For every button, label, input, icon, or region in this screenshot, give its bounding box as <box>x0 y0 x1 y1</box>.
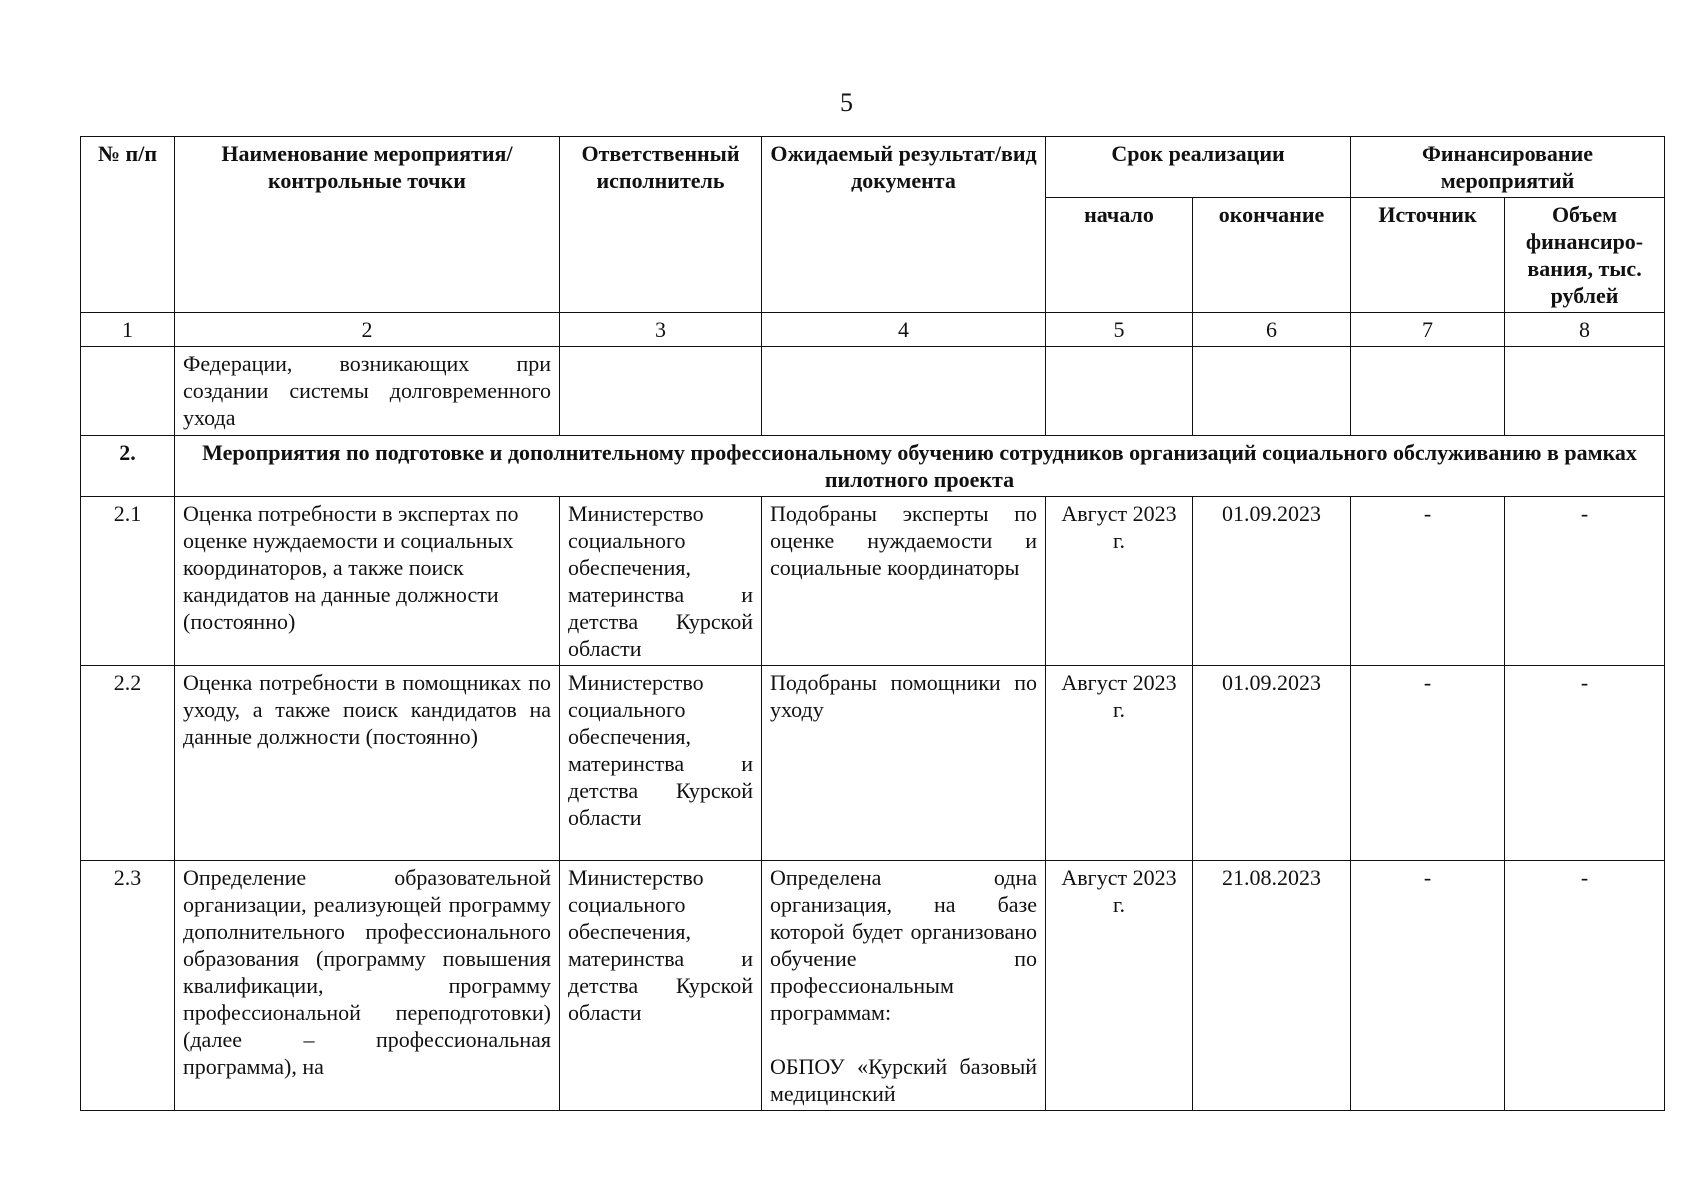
continuation-text: Федерации, возникающих при создании системы долговременного ухода <box>175 347 560 436</box>
row-responsible: Министерство социального обеспечения, материнства и детства Курской области <box>560 861 762 1111</box>
header-name: Наименование мероприятия/ контрольные точки <box>175 137 560 313</box>
section-number: 2. <box>81 436 175 497</box>
column-number: 4 <box>762 313 1046 347</box>
header-source: Источник <box>1351 198 1505 313</box>
column-number: 6 <box>1193 313 1351 347</box>
column-number: 3 <box>560 313 762 347</box>
header-num: № п/п <box>81 137 175 313</box>
continuation-row <box>81 347 1665 436</box>
header-row-1 <box>81 137 1665 198</box>
section-row <box>81 436 1665 497</box>
row-end: 01.09.2023 <box>1193 497 1351 666</box>
row-volume: - <box>1505 666 1665 861</box>
page-number: 5 <box>840 88 853 117</box>
row-start: Август 2023 г. <box>1046 666 1193 861</box>
row-source: - <box>1351 666 1505 861</box>
header-end: окончание <box>1193 198 1351 313</box>
row-source: - <box>1351 861 1505 1111</box>
table-row <box>81 497 1665 666</box>
row-result: Подобраны помощники по уходу <box>762 666 1046 861</box>
row-start: Август 2023 г. <box>1046 861 1193 1111</box>
table-row <box>81 666 1665 861</box>
row-result: Подобраны эксперты по оценке нуждаемости и социальные координаторы <box>762 497 1046 666</box>
row-result-extra: ОБПОУ «Курский базовый медицинский <box>770 1054 1037 1106</box>
column-number: 1 <box>81 313 175 347</box>
header-period: Срок реализации <box>1046 137 1351 198</box>
header-volume: Объем финансиро-вания, тыс. рублей <box>1505 198 1665 313</box>
row-number: 2.1 <box>81 497 175 666</box>
row-start: Август 2023 г. <box>1046 497 1193 666</box>
header-financing: Финансирование мероприятий <box>1351 137 1665 198</box>
column-number: 8 <box>1505 313 1665 347</box>
row-end: 01.09.2023 <box>1193 666 1351 861</box>
row-result <box>762 861 1046 1111</box>
table-row <box>81 861 1665 1111</box>
row-source: - <box>1351 497 1505 666</box>
header-responsible: Ответственный исполнитель <box>560 137 762 313</box>
row-volume: - <box>1505 497 1665 666</box>
row-responsible: Министерство социального обеспечения, материнства и детства Курской области <box>560 497 762 666</box>
row-end: 21.08.2023 <box>1193 861 1351 1111</box>
row-number: 2.3 <box>81 861 175 1111</box>
column-number: 7 <box>1351 313 1505 347</box>
row-volume: - <box>1505 861 1665 1111</box>
section-title: Мероприятия по подготовке и дополнительному профессиональному обучению сотрудников организаций социального обслуживанию в рамках пилотного проекта <box>175 436 1665 497</box>
row-responsible: Министерство социального обеспечения, материнства и детства Курской области <box>560 666 762 861</box>
row-name: Оценка потребности в помощниках по уходу, а также поиск кандидатов на данные должности (постоянно) <box>175 666 560 861</box>
column-number: 5 <box>1046 313 1193 347</box>
row-name: Определение образовательной организации, реализующей программу дополнительного профессионального образования (программу повышения квалификации, программу профессиональной переподготовки) (далее – профессиональная программа), на <box>175 861 560 1111</box>
column-number: 2 <box>175 313 560 347</box>
activity-plan-table <box>80 136 1665 1111</box>
row-name: Оценка потребности в экспертах по оценке нуждаемости и социальных координаторов, а также поиск кандидатов на данные должности (постоянно) <box>175 497 560 666</box>
header-start: начало <box>1046 198 1193 313</box>
header-result: Ожидаемый результат/вид документа <box>762 137 1046 313</box>
column-numbers-row <box>81 313 1665 347</box>
row-result-text: Определена одна организация, на базе которой будет организовано обучение по профессиональным программам: <box>770 865 1037 1025</box>
row-number: 2.2 <box>81 666 175 861</box>
